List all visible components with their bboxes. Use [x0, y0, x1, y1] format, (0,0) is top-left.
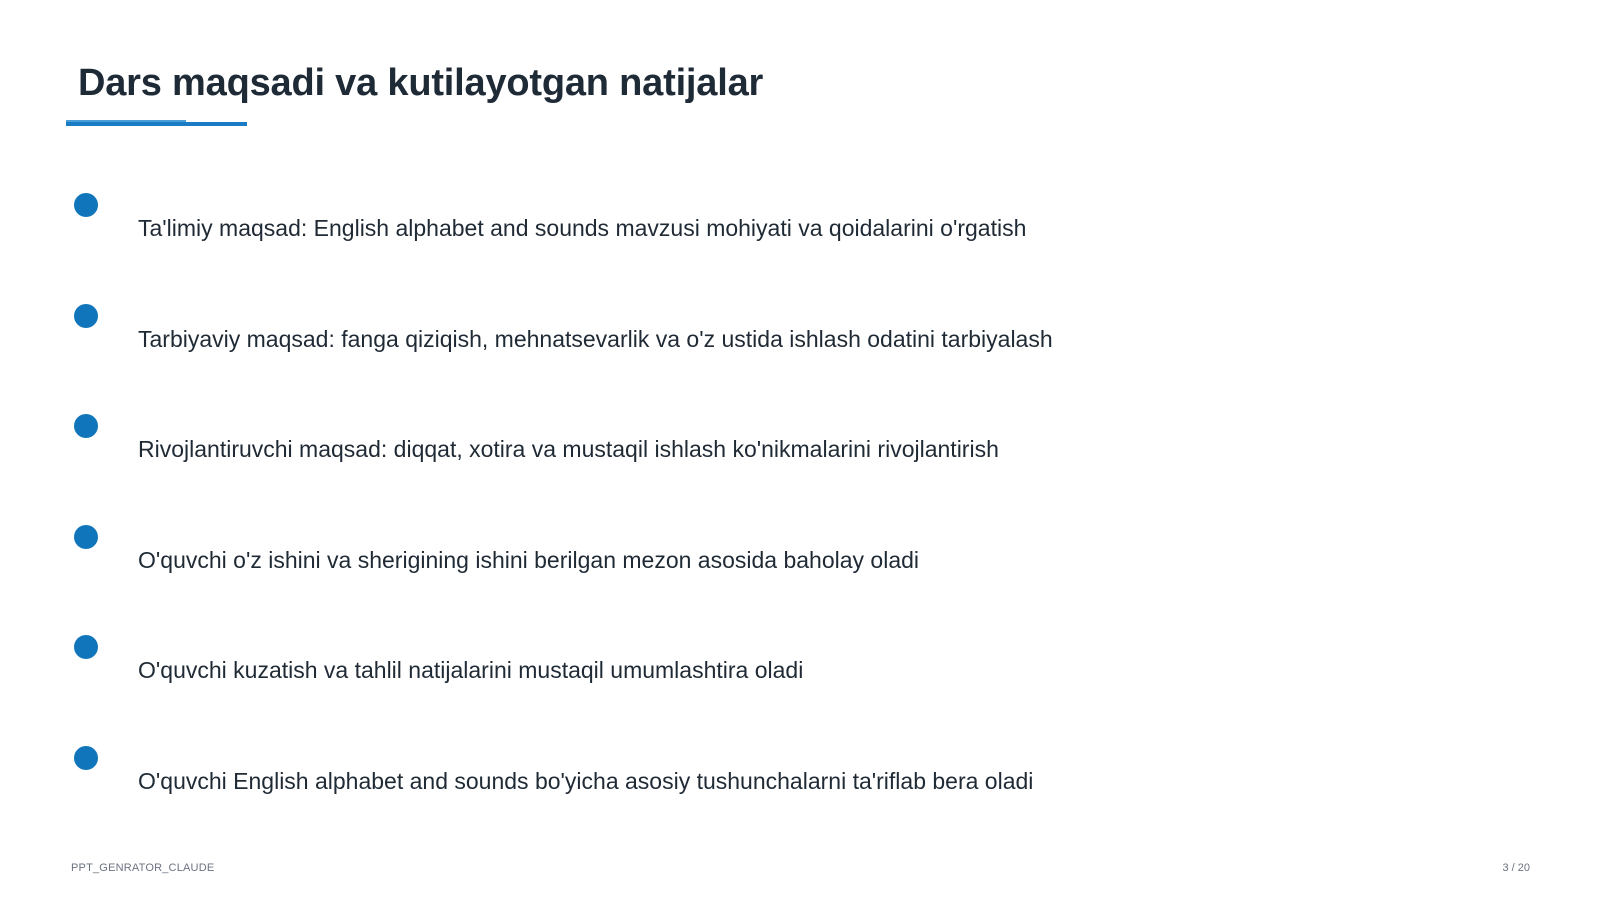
bullet-item: [0, 193, 1600, 293]
bullet-dot-icon: [74, 414, 98, 438]
bullet-item: [0, 414, 1600, 514]
bullet-text: Rivojlantiruvchi maqsad: diqqat, xotira va mustaqil ishlash ko'nikmalarini rivojlantirish: [138, 436, 999, 462]
bullet-dot-icon: [74, 746, 98, 770]
bullet-item: [0, 525, 1600, 625]
bullet-dot-icon: [74, 304, 98, 328]
bullet-text: O'quvchi English alphabet and sounds bo'yicha asosiy tushunchalarni ta'riflab bera oladi: [138, 768, 1034, 794]
bullet-text: Tarbiyaviy maqsad: fanga qiziqish, mehnatsevarlik va o'z ustida ishlash odatini tarbiyalash: [138, 326, 1053, 352]
bullet-item: [0, 635, 1600, 735]
bullet-item: [0, 746, 1600, 846]
page-indicator: 3 / 20: [1502, 862, 1530, 874]
footer-label: PPT_GENRATOR_CLAUDE: [71, 862, 215, 874]
bullet-dot-icon: [74, 635, 98, 659]
bullet-text: Ta'limiy maqsad: English alphabet and sounds mavzusi mohiyati va qoidalarini o'rgatish: [138, 215, 1027, 241]
slide-title: Dars maqsadi va kutilayotgan natijalar: [78, 62, 764, 104]
bullet-dot-icon: [74, 193, 98, 217]
bullet-item: [0, 304, 1600, 404]
bullet-text: O'quvchi o'z ishini va sherigining ishini berilgan mezon asosida baholay oladi: [138, 547, 920, 573]
bullet-dot-icon: [74, 525, 98, 549]
bullet-text: O'quvchi kuzatish va tahlil natijalarini mustaqil umumlashtira oladi: [138, 657, 804, 683]
